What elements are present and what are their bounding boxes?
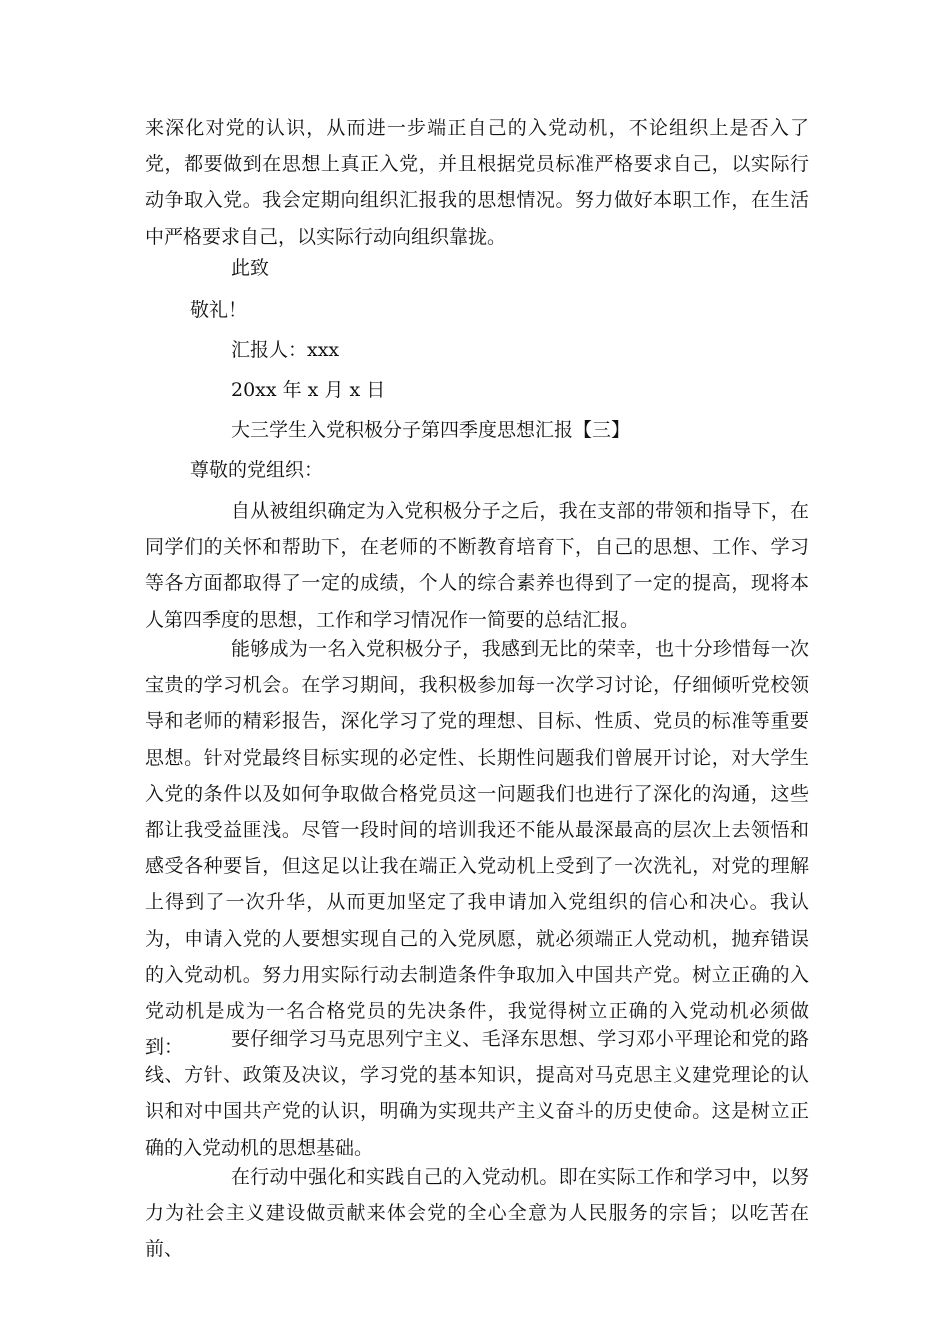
closing-salutation-2: 敬礼！ [190, 299, 248, 321]
paragraph-3: 要仔细学习马克思列宁主义、毛泽东思想、学习邓小平理论和党的路线、方针、政策及决议，学习党的基本知识，提高对马克思主义建党理论的认识和对中国共产党的认识，明确为实现共产主义奋斗的历史使命。这是树立正确的入党动机的思想基础。 [145, 1028, 809, 1159]
paragraph-1: 自从被组织确定为入党积极分子之后，我在支部的带领和指导下，在同学们的关怀和帮助下，在老师的不断教育培育下，自己的思想、工作、学习等各方面都取得了一定的成绩，个人的综合素养也得到了一定的提高，现将本人第四季度的思想，工作和学习情况作一简要的总结汇报。 [145, 500, 809, 631]
salutation: 尊敬的党组织： [190, 459, 324, 481]
paragraph-2: 能够成为一名入党积极分子，我感到无比的荣幸，也十分珍惜每一次宝贵的学习机会。在学习期间，我积极参加每一次学习讨论，仔细倾听党校领导和老师的精彩报告，深化学习了党的理想、目标、性质、党员的标准等重要思想。针对党最终目标实现的必定性、长期性问题我们曾展开讨论，对大学生入党的条件以及如何争取做合格党员这一问题我们也进行了深化的沟通，这些都让我受益匪浅。尽管一段时间的培训我还不能从最深最高的层次上去领悟和感受各种要旨，但这足以让我在端正入党动机上受到了一次洗礼，对党的理解上得到了一次升华，从而更加坚定了我申请加入党组织的信心和决心。我认为，申请入党的人要想实现自己的入党夙愿，就必须端正人党动机，抛弃错误的入党动机。努力用实际行动去制造条件争取加入中国共产党。树立正确的入党动机是成为一名合格党员的先决条件，我觉得树立正确的入党动机必须做到： [145, 638, 809, 1059]
reporter-line: 汇报人：xxx [231, 339, 340, 361]
date-line: 20xx 年 x 月 x 日 [231, 379, 386, 401]
paragraph-intro: 来深化对党的认识，从而进一步端正自己的入党动机，不论组织上是否入了党，都要做到在思想上真正入党，并且根据党员标准严格要求自己，以实际行动争取入党。我会定期向组织汇报我的思想情况。努力做好本职工作，在生活中严格要求自己，以实际行动向组织靠拢。 [145, 117, 809, 248]
section-title: 大三学生入党积极分子第四季度思想汇报【三】 [231, 419, 631, 441]
closing-salutation-1: 此致 [231, 257, 270, 279]
paragraph-4: 在行动中强化和实践自己的入党动机。即在实际工作和学习中，以努力为社会主义建设做贡献来体会党的全心全意为人民服务的宗旨；以吃苦在前、 [145, 1166, 809, 1261]
